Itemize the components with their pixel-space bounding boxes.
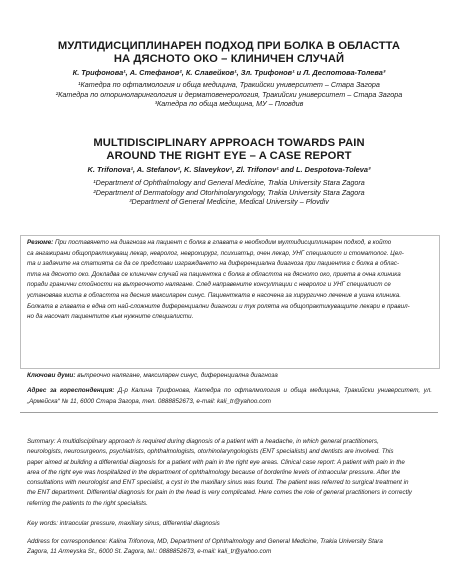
bg-abstract-line: Резюме: При поставянето на диагноза на пациент с болка в главата е необходим мултидисциплинарен подход, в който	[27, 239, 392, 246]
en-summary-line: consultations with neurologist and ENT specialist, a cyst in the maxillary sinus was found. The patient was referred to surgical treatment in	[27, 479, 409, 487]
en-title	[20, 137, 438, 163]
en-summary-line: referring the patients to the right specialists.	[27, 499, 148, 507]
en-affiliation-1: ¹Department of Ophthalmology and General Medicine, Trakia University Stara Zagora	[93, 178, 365, 187]
en-authors: K. Trifonova¹, A. Stefanov², K. Slaveykov¹, Zl. Trifonov¹ and L. Despotova-Toleva³	[87, 165, 371, 174]
bg-title-line-2: НА ДЯСНОТО ОКО – КЛИНИЧЕН СЛУЧАЙ	[113, 53, 345, 65]
en-affiliations	[20, 178, 438, 207]
en-title-line-1: MULTIDISCIPLINARY APPROACH TOWARDS PAIN	[93, 137, 365, 149]
bg-address-label: Адрес за кореспонденция:	[27, 387, 115, 394]
en-summary-line: Summary: A multidisciplinary approach is required during diagnosis of a patient with a headache, in which general practitioners,	[27, 438, 379, 445]
bg-affiliations	[20, 80, 438, 109]
en-keywords: Key words: intraocular pressure, maxillary sinus, differential diagnosis	[27, 520, 220, 527]
bg-keywords-text: вътреочно налягане, максиларен синус, диференциална диагноза	[75, 372, 278, 379]
en-summary-line: paper aimed at building a differential diagnosis for a patient with pain in the right eye areas. Clinical case report: A patient with pain in the	[27, 458, 405, 466]
bg-abstract-label: Резюме:	[27, 239, 54, 246]
bg-abstract-line: та и задачите на статията са да се представи изграждането на диференциална диагноза при пациентка с болка в облас-	[27, 260, 400, 268]
en-address	[27, 537, 432, 558]
en-affiliation-2: ²Department of Dermatology and Otorhinolaryngology, Trakia University Stara Zagora	[93, 187, 365, 197]
bg-affiliation-1: ¹Катедра по офталмология и обща медицина, Тракийски университет – Стара Загора	[78, 80, 380, 89]
bg-address-text: Д-р Калина Трифонова, Катедра по офталмология и обща медицина, Тракийски университет, ул. „Армейска“ № 11, 6000 Стара Загора, тел. 0888852673, e-mail: kali_tr@yahoo.com	[27, 387, 432, 405]
en-summary	[27, 437, 432, 509]
bg-keywords	[27, 371, 432, 381]
bg-abstract-line: Болката в главата е една от най-сложните диференциални диагнози и тук ролята на общопрактикуващите лекари е правил-	[27, 302, 410, 310]
en-affiliation-3: ³Department of General Medicine, Medical University – Plovdiv	[129, 197, 329, 207]
bg-affiliation-2: ²Катедра по оториноларингология и дерматовенерология, Тракийски университет – Стара Загора	[55, 89, 403, 99]
bg-abstract-line: установява киста в областта на десния максиларен синус. Пациентката е насочена за хирургично лечение в ушна клиника.	[27, 291, 401, 299]
bg-title	[20, 40, 438, 66]
bg-keywords-label: Ключови думи:	[27, 372, 76, 379]
section-divider	[20, 412, 438, 413]
bg-abstract-line: тта на дясното око. Докладва се клиничен случай на пациентка с болка в областта на дясното око, приета в очна клиника	[27, 270, 401, 278]
bg-abstract-line: но да насочат пациентите към нужните специалисти.	[27, 313, 194, 321]
en-address-line: Address for correspondence: Kalina Trifonova, MD, Department of Ophthalmology and General Medicine, Trakia University Stara	[27, 538, 383, 545]
bg-affiliation-3: ³Катедра по обща медицина, МУ – Пловдив	[154, 99, 304, 109]
en-summary-line: neurologists, neurosurgeons, psychiatrists, ophthalmologists, otorhinolaryngologists (ENT specialists) and dentists are involved. This	[27, 448, 394, 456]
en-summary-line: the ENT department. Differential diagnosis for pain in the head is very complicated. Here comes the role of general practitioners in correctly	[27, 489, 412, 497]
en-title-line-2: AROUND THE RIGHT EYE – A CASE REPORT	[106, 150, 352, 162]
bg-abstract-line: поради гранични стойности на вътреочното налягане. След направените консултации с невролог и УНГ специалист се	[27, 281, 391, 289]
en-summary-line: area of the right eye was hospitalized in the department of ophthalmology because of borderline levels of intraocular pressure. After the	[27, 468, 401, 476]
bg-abstract-line: са ангажирани общопрактикуващ лекар, невролог, неврохирург, психиатър, очен лекар, УНГ специалист и стоматолог. Цел-	[27, 249, 404, 257]
bg-authors: К. Трифонова¹, А. Стефанов², К. Славейков¹, Зл. Трифонов¹ и Л. Деспотова-Толева³	[72, 68, 386, 77]
bg-address	[27, 386, 432, 407]
bg-title-line-1: МУЛТИДИСЦИПЛИНАРЕН ПОДХОД ПРИ БОЛКА В ОБЛАСТТА	[57, 40, 401, 52]
en-address-line: Zagora, 11 Armeyska St., 6000 St. Zagora, tel.: 0888852673, e-mail: kali_tr@yahoo.com	[27, 548, 272, 556]
bg-abstract	[27, 238, 432, 323]
